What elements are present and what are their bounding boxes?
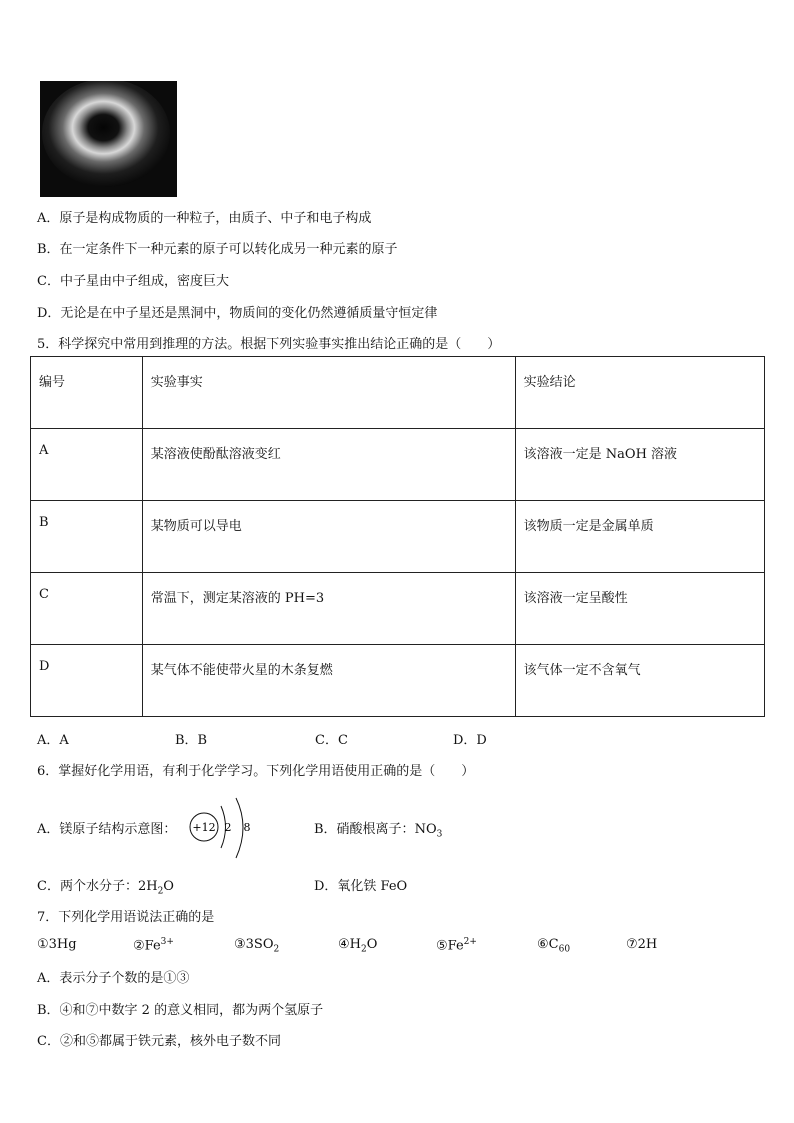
nitrate-formula: NO <box>414 822 437 837</box>
q6-option-c <box>37 875 174 897</box>
magnesium-atom-diagram <box>188 796 258 862</box>
q7-item-4-tail: O <box>366 937 378 952</box>
q7-option-a: A．表示分子个数的是①③ <box>37 971 190 986</box>
q7-item-3 <box>234 937 279 955</box>
q7-item-6-subscript: 60 <box>558 944 571 955</box>
table-cell: C <box>31 573 143 645</box>
q7-item-2-text: ②Fe <box>133 938 161 954</box>
q4-option-a: A．原子是构成物质的一种粒子，由质子、中子和电子构成 <box>37 211 372 226</box>
water-formula-pre: 2H <box>137 879 158 894</box>
water-formula-post: O <box>163 879 174 894</box>
q7-item-7 <box>626 937 657 952</box>
table-cell: 某溶液使酚酞溶液变红 <box>142 429 515 501</box>
q7-option-b: B．④和⑦中数字 2 的意义相同，都为两个氢原子 <box>37 1003 324 1018</box>
table-row <box>31 429 765 501</box>
table-cell: 常温下，测定某溶液的 PH=3 <box>142 573 515 645</box>
atom-shell-1-count: 2 <box>224 821 232 834</box>
q6-option-d: D．氧化铁 FeO <box>314 879 408 894</box>
q5-option-b: B．B <box>175 733 208 748</box>
table-row <box>31 645 765 717</box>
header-cell: 实验事实 <box>142 357 515 429</box>
nitrate-subscript: 3 <box>436 829 443 840</box>
q7-stem: 7．下列化学用语说法正确的是 <box>37 910 215 925</box>
table-cell: 某气体不能使带火星的木条复燃 <box>142 645 515 717</box>
q5-option-d: D．D <box>453 733 487 748</box>
q7-item-5-charge: 2+ <box>463 937 477 947</box>
table-cell: 该气体一定不含氧气 <box>515 645 764 717</box>
q4-option-d: D．无论是在中子星还是黑洞中，物质间的变化仍然遵循质量守恒定律 <box>37 306 438 321</box>
table-cell: 该物质一定是金属单质 <box>515 501 764 573</box>
table-row <box>31 573 765 645</box>
q5-experiment-table <box>30 356 765 717</box>
q7-item-4-text: ④H <box>338 937 361 952</box>
q7-item-1 <box>37 937 77 952</box>
q7-item-2 <box>133 937 174 953</box>
q6-stem: 6．掌握好化学用语，有利于化学学习。下列化学用语使用正确的是（ ） <box>37 764 475 779</box>
q7-item-5-text: ⑤Fe <box>436 938 464 954</box>
q7-option-c: C．②和⑤都属于铁元素，核外电子数不同 <box>37 1034 281 1049</box>
table-cell: D <box>31 645 143 717</box>
q7-item-6 <box>537 937 570 955</box>
q7-item-5 <box>436 937 477 953</box>
q7-item-3-text: ③3SO <box>234 937 274 952</box>
table-row <box>31 501 765 573</box>
table-cell: 某物质可以导电 <box>142 501 515 573</box>
water-subscript: 2 <box>157 886 164 897</box>
q7-item-6-text: ⑥C <box>537 937 559 952</box>
q7-item-2-charge: 3+ <box>160 937 174 947</box>
table-cell: A <box>31 429 143 501</box>
atom-shell-2-count: 8 <box>243 821 251 834</box>
table-cell: B <box>31 501 143 573</box>
black-hole-image <box>40 81 177 197</box>
q4-option-c: C．中子星由中子组成，密度巨大 <box>37 274 229 289</box>
q6-option-a-label: A．镁原子结构示意图： <box>37 822 177 837</box>
q7-item-7-text: ⑦2H <box>626 937 658 952</box>
q7-item-1-text: ①3Hg <box>37 937 77 952</box>
table-cell: 该溶液一定是 NaOH 溶液 <box>515 429 764 501</box>
header-cell: 编号 <box>31 357 143 429</box>
q6-option-c-label: C．两个水分子： <box>37 879 138 894</box>
table-cell: 该溶液一定呈酸性 <box>515 573 764 645</box>
q6-option-b <box>314 818 442 840</box>
q5-option-a: A．A <box>37 733 69 748</box>
q6-option-b-label: B．硝酸根离子： <box>314 822 415 837</box>
q7-item-3-subscript: 2 <box>273 944 280 955</box>
q7-item-4-subscript: 2 <box>361 944 367 955</box>
q5-option-c: C．C <box>315 733 348 748</box>
atom-nucleus-label: +12 <box>192 821 216 834</box>
q7-item-4 <box>338 937 377 955</box>
q5-stem: 5．科学探究中常用到推理的方法。根据下列实验事实推出结论正确的是（ ） <box>37 337 501 352</box>
table-header-row <box>31 357 765 429</box>
header-cell: 实验结论 <box>515 357 764 429</box>
q4-option-b: B．在一定条件下一种元素的原子可以转化成另一种元素的原子 <box>37 242 398 257</box>
